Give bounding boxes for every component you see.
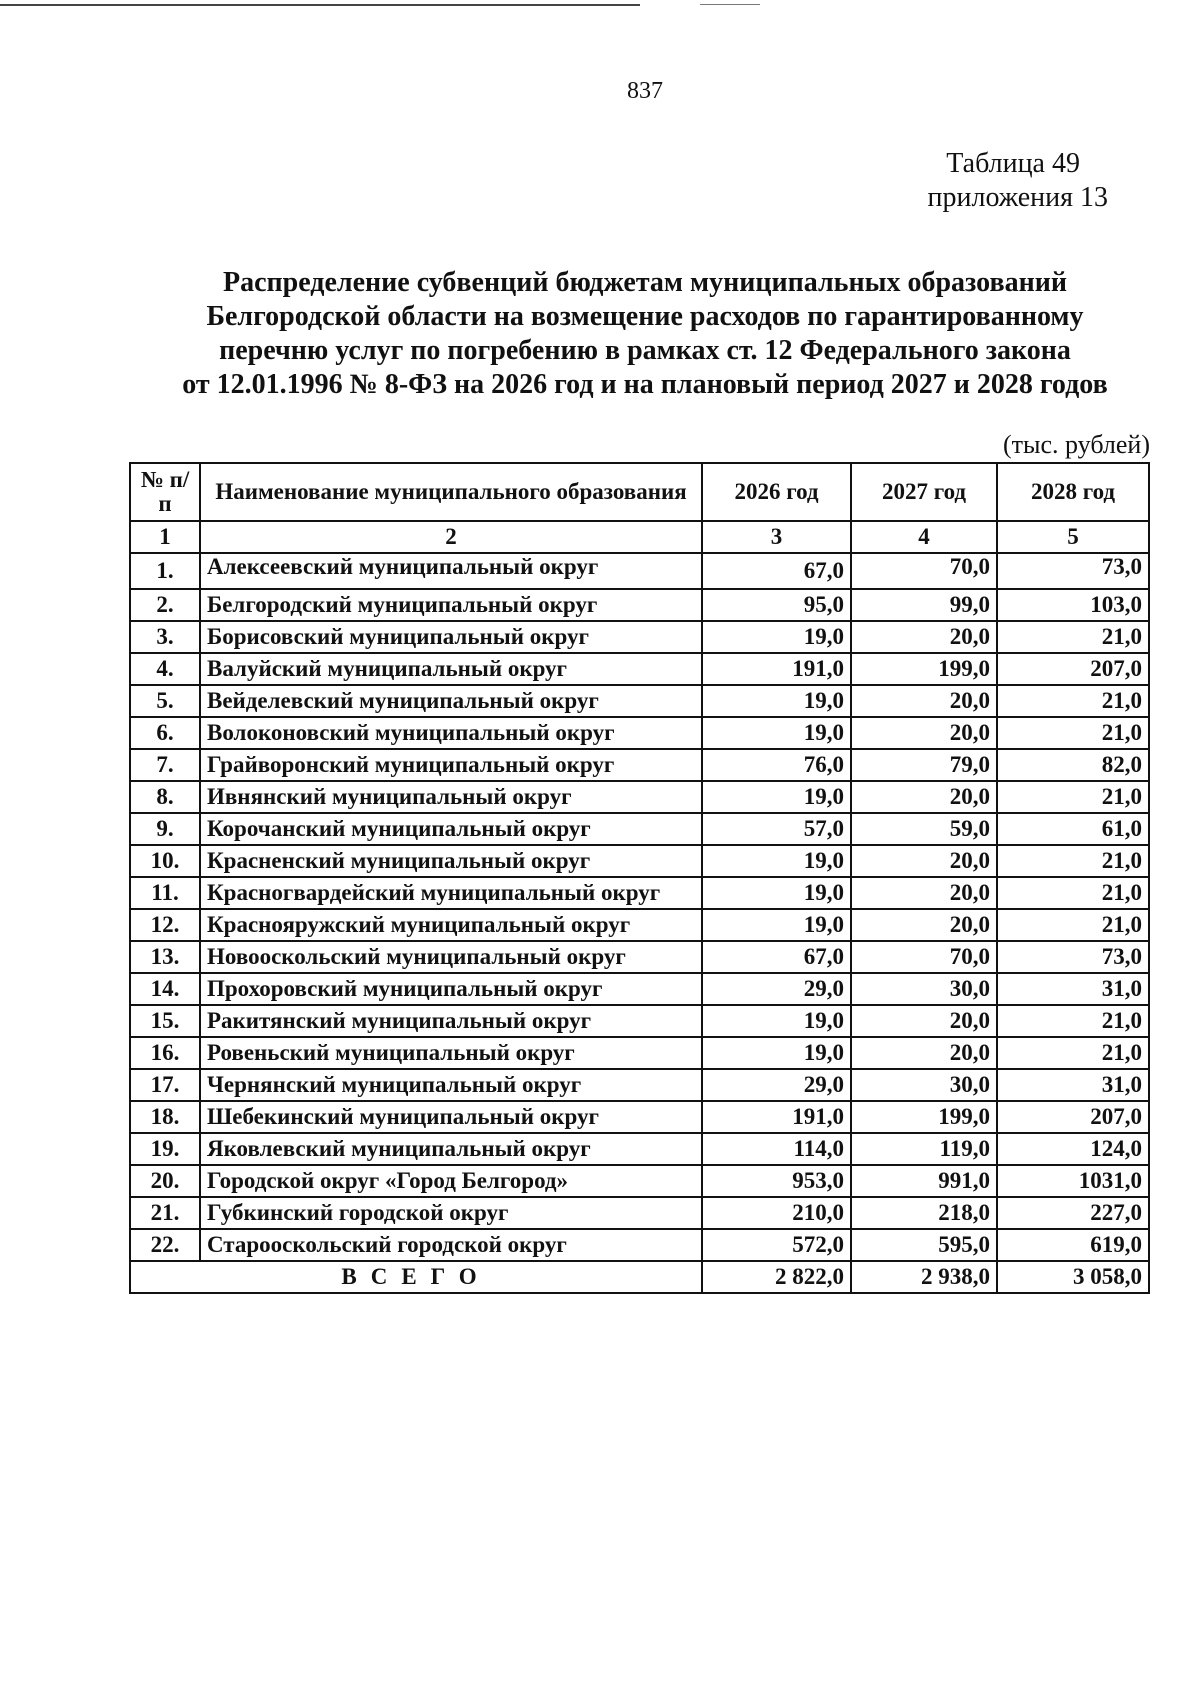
row-2028: 21,0 [997,1005,1149,1037]
header-name: Наименование муниципального образования [200,463,702,521]
row-2027: 119,0 [851,1133,997,1165]
row-2028: 31,0 [997,973,1149,1005]
row-number: 11. [130,877,200,909]
row-2026: 29,0 [702,973,851,1005]
row-2028: 21,0 [997,909,1149,941]
row-2027: 991,0 [851,1165,997,1197]
header-2026: 2026 год [702,463,851,521]
row-2028: 1031,0 [997,1165,1149,1197]
row-2026: 67,0 [702,941,851,973]
row-number: 14. [130,973,200,1005]
row-2027: 79,0 [851,749,997,781]
table-row [130,781,1149,813]
table-row [130,1197,1149,1229]
row-2026: 29,0 [702,1069,851,1101]
row-2027: 30,0 [851,1069,997,1101]
row-2026: 19,0 [702,1005,851,1037]
row-number: 8. [130,781,200,813]
row-name: Ракитянский муниципальный округ [200,1005,702,1037]
row-number: 3. [130,621,200,653]
row-2026: 19,0 [702,1037,851,1069]
row-number: 10. [130,845,200,877]
table-row [130,1101,1149,1133]
row-2027: 20,0 [851,1037,997,1069]
row-2028: 103,0 [997,589,1149,621]
row-number: 21. [130,1197,200,1229]
row-name: Губкинский городской округ [200,1197,702,1229]
row-number: 5. [130,685,200,717]
row-2027: 595,0 [851,1229,997,1261]
row-number: 20. [130,1165,200,1197]
table-row [130,1165,1149,1197]
row-2028: 207,0 [997,1101,1149,1133]
row-number: 7. [130,749,200,781]
row-2028: 21,0 [997,717,1149,749]
row-2026: 67,0 [702,553,851,589]
table-row [130,589,1149,621]
row-name: Прохоровский муниципальный округ [200,973,702,1005]
row-2026: 210,0 [702,1197,851,1229]
table-row [130,685,1149,717]
row-2026: 953,0 [702,1165,851,1197]
row-number: 1. [130,553,200,589]
header-number: № п/п [130,463,200,521]
row-2028: 21,0 [997,685,1149,717]
row-name: Красненский муниципальный округ [200,845,702,877]
row-2028: 21,0 [997,781,1149,813]
table-row [130,1229,1149,1261]
document-title [140,266,1150,402]
row-2028: 21,0 [997,1037,1149,1069]
row-number: 4. [130,653,200,685]
table-row [130,717,1149,749]
row-number: 6. [130,717,200,749]
row-2028: 82,0 [997,749,1149,781]
column-number: 3 [702,521,851,553]
header-2028: 2028 год [997,463,1149,521]
row-2028: 207,0 [997,653,1149,685]
title-line: Белгородской области на возмещение расходов по гарантированному [206,301,1084,332]
row-name: Ивнянский муниципальный округ [200,781,702,813]
table-row [130,1037,1149,1069]
row-name: Валуйский муниципальный округ [200,653,702,685]
total-2028: 3 058,0 [997,1261,1149,1293]
caption-table-number: Таблица 49 [946,148,1080,179]
row-name: Яковлевский муниципальный округ [200,1133,702,1165]
row-2028: 73,0 [997,941,1149,973]
row-number: 2. [130,589,200,621]
row-number: 9. [130,813,200,845]
row-2026: 57,0 [702,813,851,845]
caption-appendix: приложения 13 [927,182,1108,213]
row-number: 13. [130,941,200,973]
total-label: ВСЕГО [130,1261,702,1293]
row-2026: 76,0 [702,749,851,781]
row-number: 22. [130,1229,200,1261]
row-name: Чернянский муниципальный округ [200,1069,702,1101]
table-row [130,941,1149,973]
row-number: 16. [130,1037,200,1069]
table-row [130,1133,1149,1165]
row-2027: 30,0 [851,973,997,1005]
table-row [130,909,1149,941]
row-2027: 20,0 [851,909,997,941]
row-name: Корочанский муниципальный округ [200,813,702,845]
row-2026: 19,0 [702,781,851,813]
row-name: Вейделевский муниципальный округ [200,685,702,717]
row-2027: 20,0 [851,877,997,909]
row-2026: 95,0 [702,589,851,621]
table-row [130,813,1149,845]
row-2028: 619,0 [997,1229,1149,1261]
row-2028: 227,0 [997,1197,1149,1229]
row-2026: 19,0 [702,877,851,909]
table-row [130,1069,1149,1101]
header-row [130,463,1149,521]
column-number: 5 [997,521,1149,553]
row-name: Борисовский муниципальный округ [200,621,702,653]
row-2028: 21,0 [997,621,1149,653]
row-2027: 70,0 [851,553,997,589]
row-2026: 191,0 [702,653,851,685]
column-number: 1 [130,521,200,553]
row-2027: 20,0 [851,845,997,877]
title-line: от 12.01.1996 № 8-ФЗ на 2026 год и на плановый период 2027 и 2028 годов [182,369,1108,400]
row-name: Алексеевский муниципальный округ [200,553,702,589]
header-2027: 2027 год [851,463,997,521]
row-2028: 31,0 [997,1069,1149,1101]
table-row [130,553,1149,589]
row-number: 17. [130,1069,200,1101]
column-numbers-row [130,521,1149,553]
row-2028: 124,0 [997,1133,1149,1165]
row-name: Грайворонский муниципальный округ [200,749,702,781]
row-2027: 70,0 [851,941,997,973]
row-2027: 20,0 [851,717,997,749]
column-number: 4 [851,521,997,553]
row-2026: 19,0 [702,845,851,877]
title-line: перечню услуг по погребению в рамках ст. 12 Федерального закона [219,335,1071,366]
row-name: Волоконовский муниципальный округ [200,717,702,749]
table-row [130,877,1149,909]
row-2027: 218,0 [851,1197,997,1229]
row-name: Шебекинский муниципальный округ [200,1101,702,1133]
title-line: Распределение субвенций бюджетам муниципальных образований [223,267,1067,298]
row-name: Краснояружский муниципальный округ [200,909,702,941]
total-2026: 2 822,0 [702,1261,851,1293]
table-row [130,1005,1149,1037]
subvention-table [129,462,1150,1294]
row-2026: 191,0 [702,1101,851,1133]
table-caption [928,147,1109,215]
row-2027: 199,0 [851,1101,997,1133]
row-2027: 20,0 [851,781,997,813]
row-2028: 21,0 [997,845,1149,877]
row-number: 12. [130,909,200,941]
scan-edge-line [0,4,640,6]
units-note: (тыс. рублей) [1002,430,1150,459]
row-name: Красногвардейский муниципальный округ [200,877,702,909]
column-number: 2 [200,521,702,553]
row-2026: 19,0 [702,621,851,653]
table-row [130,653,1149,685]
table-row [130,845,1149,877]
scan-edge-line [700,4,760,5]
row-number: 15. [130,1005,200,1037]
row-2028: 61,0 [997,813,1149,845]
row-2027: 20,0 [851,685,997,717]
row-2027: 99,0 [851,589,997,621]
row-2027: 59,0 [851,813,997,845]
row-name: Городской округ «Город Белгород» [200,1165,702,1197]
row-number: 18. [130,1101,200,1133]
row-2028: 21,0 [997,877,1149,909]
table-row [130,973,1149,1005]
row-2027: 20,0 [851,1005,997,1037]
row-name: Ровеньский муниципальный округ [200,1037,702,1069]
row-2026: 114,0 [702,1133,851,1165]
row-number: 19. [130,1133,200,1165]
total-2027: 2 938,0 [851,1261,997,1293]
row-2026: 19,0 [702,685,851,717]
page-number: 837 [627,78,663,104]
row-name: Белгородский муниципальный округ [200,589,702,621]
table-row [130,621,1149,653]
row-2028: 73,0 [997,553,1149,589]
table-row [130,749,1149,781]
row-name: Старооскольский городской округ [200,1229,702,1261]
row-2027: 20,0 [851,621,997,653]
total-row [130,1261,1149,1293]
row-2027: 199,0 [851,653,997,685]
row-2026: 19,0 [702,909,851,941]
row-2026: 572,0 [702,1229,851,1261]
row-2026: 19,0 [702,717,851,749]
row-name: Новооскольский муниципальный округ [200,941,702,973]
